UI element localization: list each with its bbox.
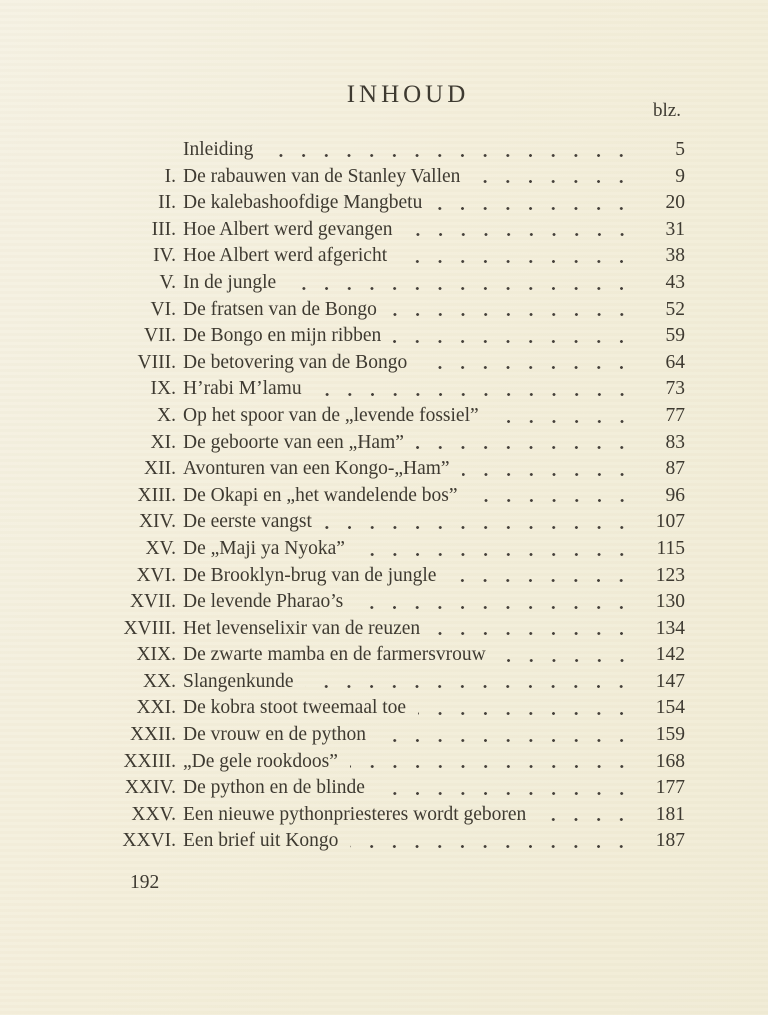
page-number: 96 (665, 484, 685, 506)
page-number: 52 (665, 298, 685, 320)
toc-row (93, 775, 685, 802)
page-number: 187 (655, 830, 685, 852)
chapter-numeral: XII. (144, 458, 176, 480)
chapter-title: Hoe Albert werd gevangen (183, 218, 393, 240)
chapter-title: De vrouw en de python (183, 724, 367, 746)
chapter-numeral: XVI. (136, 564, 176, 586)
chapter-title: Op het spoor van de „levende fossiel” (183, 404, 479, 426)
toc-row (93, 350, 685, 377)
dot-leader (288, 270, 639, 297)
chapter-title: Slangenkunde (183, 670, 294, 692)
chapter-title: De betovering van de Bongo (183, 351, 408, 373)
dot-leader (393, 323, 639, 350)
dot-leader (419, 350, 639, 377)
page-number: 154 (655, 697, 685, 719)
chapter-numeral: XIII. (137, 484, 176, 506)
dot-leader (491, 403, 639, 430)
toc-row (93, 270, 685, 297)
chapter-numeral: IV. (153, 245, 176, 267)
toc-row (93, 669, 685, 696)
page-number: 130 (655, 591, 685, 613)
chapter-numeral: XXII. (129, 724, 176, 746)
chapter-title: H’rabi M’lamu (183, 378, 302, 400)
folio-page-number: 192 (130, 872, 160, 894)
chapter-numeral: I. (164, 165, 176, 187)
chapter-numeral: XX. (142, 670, 176, 692)
toc-row (93, 749, 685, 776)
page-number: 64 (665, 351, 685, 373)
page-number: 87 (665, 458, 685, 480)
dot-leader (432, 616, 639, 643)
dot-leader (448, 563, 639, 590)
dot-leader (416, 430, 639, 457)
chapter-title: De Brooklyn-brug van de jungle (183, 564, 437, 586)
chapter-title: De fratsen van de Bongo (183, 298, 377, 320)
chapter-title: Avonturen van een Kongo-„Ham” (183, 458, 450, 480)
page-number: 83 (665, 431, 685, 453)
toc-row (93, 828, 685, 855)
chapter-numeral: X. (157, 404, 176, 426)
chapter-numeral: XI. (150, 431, 176, 453)
toc-row (93, 695, 685, 722)
toc-row (93, 323, 685, 350)
chapter-title: De python en de blinde (183, 777, 365, 799)
page-number: 168 (655, 750, 685, 772)
chapter-title: Het levenselixir van de reuzen (183, 617, 421, 639)
page-number: 31 (665, 218, 685, 240)
toc-row (93, 403, 685, 430)
chapter-title: De eerste vangst (183, 511, 312, 533)
chapter-title: Hoe Albert werd afgericht (183, 245, 388, 267)
toc-row (93, 642, 685, 669)
toc-row (93, 137, 685, 164)
toc-block (93, 80, 685, 895)
toc-row (93, 722, 685, 749)
page-number: 77 (665, 404, 685, 426)
toc-row (93, 297, 685, 324)
dot-leader (305, 669, 639, 696)
toc-list (93, 137, 685, 855)
chapter-title: De zwarte mamba en de farmersvrouw (183, 644, 486, 666)
chapter-title: „De gele rookdoos” (183, 750, 338, 772)
chapter-title: De kalebashoofdige Mangbetu (183, 192, 423, 214)
chapter-numeral: VII. (144, 325, 176, 347)
toc-row (93, 509, 685, 536)
chapter-numeral: VI. (150, 298, 176, 320)
toc-row (93, 616, 685, 643)
dot-leader (399, 243, 639, 270)
chapter-numeral (93, 137, 183, 164)
dot-leader (418, 695, 639, 722)
toc-row (93, 802, 685, 829)
dot-leader (470, 483, 639, 510)
chapter-numeral: XXV. (131, 803, 176, 825)
page-number: 142 (655, 644, 685, 666)
page-number: 123 (655, 564, 685, 586)
page-number: 73 (665, 378, 685, 400)
page-number: 59 (665, 325, 685, 347)
toc-row (93, 430, 685, 457)
toc-row (93, 164, 685, 191)
dot-leader (389, 297, 639, 324)
chapter-title: De Bongo en mijn ribben (183, 325, 382, 347)
page-number: 181 (655, 803, 685, 825)
dot-leader (378, 722, 639, 749)
chapter-title: De rabauwen van de Stanley Vallen (183, 165, 461, 187)
page-number: 115 (656, 537, 685, 559)
dot-leader (538, 802, 639, 829)
chapter-title: De kobra stoot tweemaal toe (183, 697, 407, 719)
dot-leader (265, 137, 639, 164)
page-number: 9 (675, 165, 685, 187)
chapter-title: Een nieuwe pythonpriesteres wordt geboren (183, 803, 527, 825)
chapter-title: De levende Pharao’s (183, 591, 344, 613)
chapter-title: De geboorte van een „Ham” (183, 431, 404, 453)
chapter-numeral: VIII. (137, 351, 176, 373)
chapter-numeral: XIX. (136, 644, 176, 666)
chapter-numeral: XIV. (138, 511, 176, 533)
dot-leader (498, 642, 639, 669)
toc-row (93, 456, 685, 483)
toc-row (93, 483, 685, 510)
page-number: 159 (655, 724, 685, 746)
chapter-title: De „Maji ya Nyoka” (183, 537, 345, 559)
dot-leader (350, 828, 639, 855)
chapter-title: In de jungle (183, 271, 277, 293)
page-number: 38 (665, 245, 685, 267)
dot-leader (350, 749, 639, 776)
chapter-numeral: XXIV. (124, 777, 176, 799)
chapter-numeral: XV. (145, 537, 176, 559)
chapter-title: Inleiding (183, 139, 254, 160)
dot-leader (405, 217, 639, 244)
toc-row (93, 190, 685, 217)
chapter-numeral: XXVI. (122, 830, 176, 852)
toc-row (93, 536, 685, 563)
chapter-title: De Okapi en „het wandelende bos” (183, 484, 458, 506)
dot-leader (472, 164, 639, 191)
chapter-numeral: II. (158, 192, 176, 214)
page-title: INHOUD (346, 81, 470, 108)
chapter-numeral: IX. (150, 378, 176, 400)
toc-row (93, 217, 685, 244)
page-number: 107 (655, 511, 685, 533)
chapter-numeral: XVIII. (123, 617, 176, 639)
chapter-numeral: XXIII. (123, 750, 176, 772)
dot-leader (357, 536, 639, 563)
chapter-numeral: III. (151, 218, 176, 240)
chapter-numeral: XVII. (129, 591, 176, 613)
dot-leader (462, 456, 639, 483)
page-column-header: blz. (653, 100, 681, 121)
page-number: 147 (655, 670, 685, 692)
dot-leader (434, 190, 639, 217)
page-number: 177 (655, 777, 685, 799)
toc-row (93, 563, 685, 590)
dot-leader (355, 589, 639, 616)
page-number: 5 (675, 139, 685, 160)
toc-row (93, 589, 685, 616)
page-number: 134 (655, 617, 685, 639)
dot-leader (324, 509, 639, 536)
dot-leader (377, 775, 639, 802)
chapter-numeral: XXI. (136, 697, 176, 719)
chapter-numeral: V. (159, 271, 176, 293)
page-number: 43 (665, 271, 685, 293)
dot-leader (314, 376, 639, 403)
toc-row (93, 376, 685, 403)
page-number: 20 (665, 192, 685, 214)
toc-row (93, 243, 685, 270)
chapter-title: Een brief uit Kongo (183, 830, 339, 852)
